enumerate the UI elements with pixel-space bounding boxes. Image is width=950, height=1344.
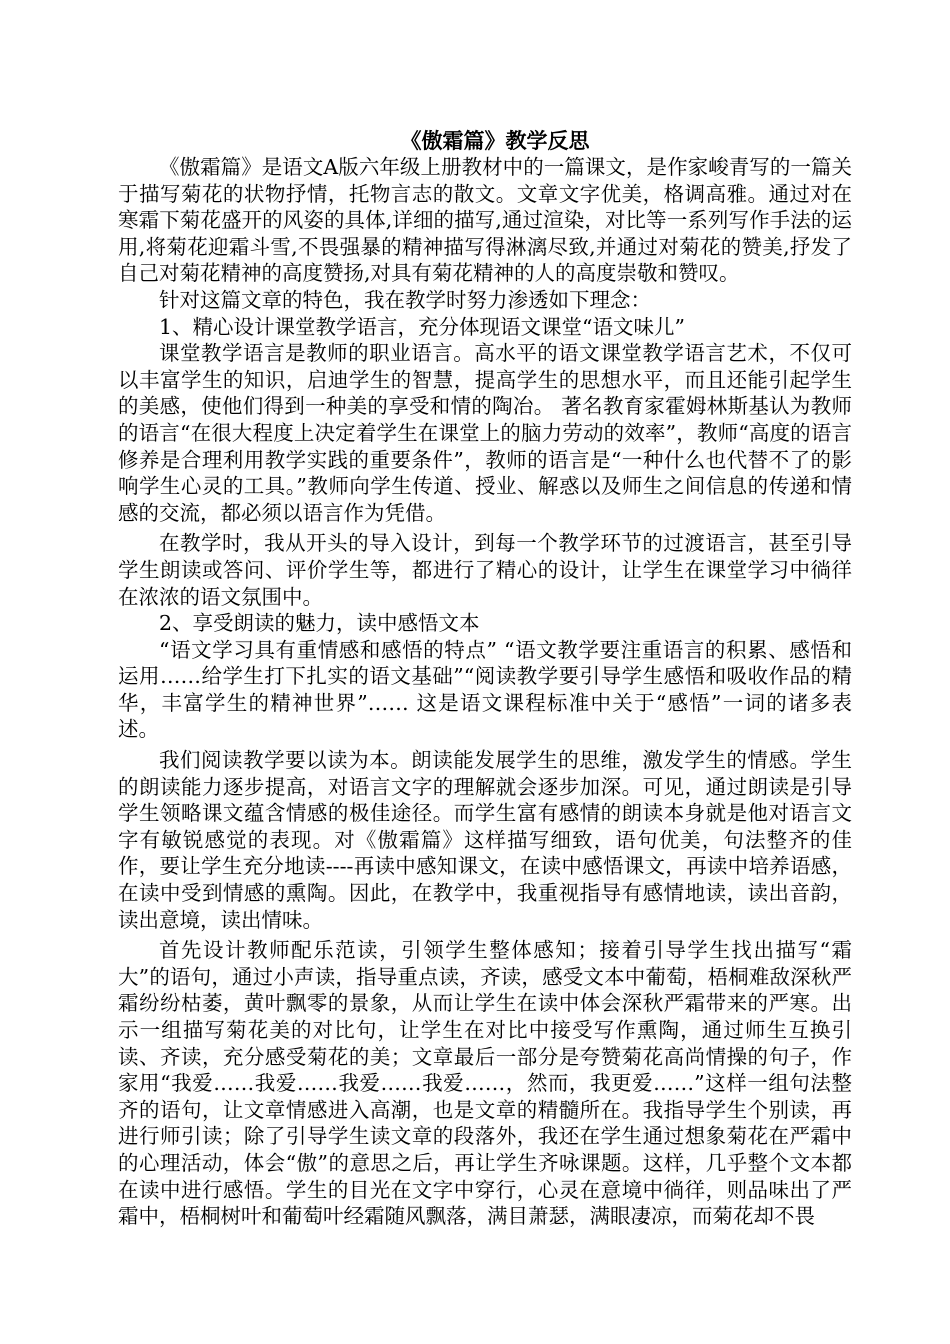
paragraph: 我们阅读教学要以读为本。朗读能发展学生的思维，激发学生的情感。学生的朗读能力逐步提高，对语言文字的理解就会逐步加深。可见，通过朗读是引导学生领略课文蕴含情感的极佳途径。而学生富有感情的朗读本身就是他对语言文字有敏锐感觉的表现。对《傲霜篇》这样描写细致，语句优美，句法整齐的佳作，要让学生充分地读----再读中感知课文，在读中感悟课文，再读中培养语感，在读中受到情感的熏陶。因此，在教学中，我重视指导有感情地读，读出音韵，读出意境，读出情味。 [118, 748, 852, 932]
section-heading: 2、享受朗读的魅力，读中感悟文本 [159, 611, 480, 636]
paragraph: 首先设计教师配乐范读，引领学生整体感知；接着引导学生找出描写“霜大”的语句，通过小声读，指导重点读，齐读，感受文本中葡萄，梧桐难敌深秋严霜纷纷枯萎，黄叶飘零的景象，从而让学生在读中体会深秋严霜带来的严寒。出示一组描写菊花美的对比句，让学生在对比中接受写作熏陶，通过师生互换引读、齐读，充分感受菊花的美；文章最后一部分是夸赞菊花高尚情操的句子，作家用“我爱……我爱……我爱……我爱……，然而，我更爱……”这样一组句法整齐的语句，让文章情感进入高潮，也是文章的精髓所在。我指导学生个别读，再进行师引读；除了引导学生读文章的段落外，我还在学生通过想象菊花在严霜中的心理活动，体会“傲”的意思之后，再让学生齐咏课题。这样，几乎整个文本都在读中进行感悟。学生的目光在文字中穿行，心灵在意境中徜徉，则品味出了严霜中，梧桐树叶和葡萄叶经霜随风飘落，满目萧瑟，满眼凄凉，而菊花却不畏 [118, 938, 852, 1229]
paragraph: 《傲霜篇》是语文A版六年级上册教材中的一篇课文，是作家峻青写的一篇关于描写菊花的状物抒情，托物言志的散文。文章文字优美，格调高雅。通过对在寒霜下菊花盛开的风姿的具体,详细的描写,通过渲染，对比等一系列写作手法的运用,将菊花迎霜斗雪,不畏强暴的精神描写得淋漓尽致,并通过对菊花的赞美,抒发了自己对菊花精神的高度赞扬,对具有菊花精神的人的高度崇敬和赞叹。 [118, 155, 852, 286]
document-title: 《傲霜篇》教学反思 [400, 128, 590, 153]
paragraph: 针对这篇文章的特色，我在教学时努力渗透如下理念： [159, 287, 651, 312]
paragraph-list [118, 154, 852, 1230]
section-heading: 1、精心设计课堂教学语言，充分体现语文课堂“语文味儿” [159, 314, 686, 339]
paragraph: “语文学习具有重情感和感悟的特点” “语文教学要注重语言的积累、感悟和运用……给学生打下扎实的语文基础”“阅读教学要引导学生感悟和吸收作品的精华，丰富学生的精神世界”…… 这是语文课程标准中关于“感悟”一词的诸多表述。 [118, 637, 852, 742]
paragraph: 课堂教学语言是教师的职业语言。高水平的语文课堂教学语言艺术，不仅可以丰富学生的知识，启迪学生的智慧，提高学生的思想水平，而且还能引起学生的美感，使他们得到一种美的享受和情的陶冶。 著名教育家霍姆林斯基认为教师的语言“在很大程度上决定着学生在课堂上的脑力劳动的效率”，教师“高度的语言修养是合理利用教学实践的重要条件”，教师的语言是“一种什么也代替不了的影响学生心灵的工具。”教师向学生传道、授业、解惑以及师生之间信息的传递和情感的交流，都必须以语言作为凭借。 [118, 341, 852, 525]
document-body [118, 128, 852, 1230]
paragraph: 在教学时，我从开头的导入设计，到每一个教学环节的过渡语言，甚至引导学生朗读或答问、评价学生等，都进行了精心的设计，让学生在课堂学习中徜徉在浓浓的语文氛围中。 [118, 531, 852, 609]
